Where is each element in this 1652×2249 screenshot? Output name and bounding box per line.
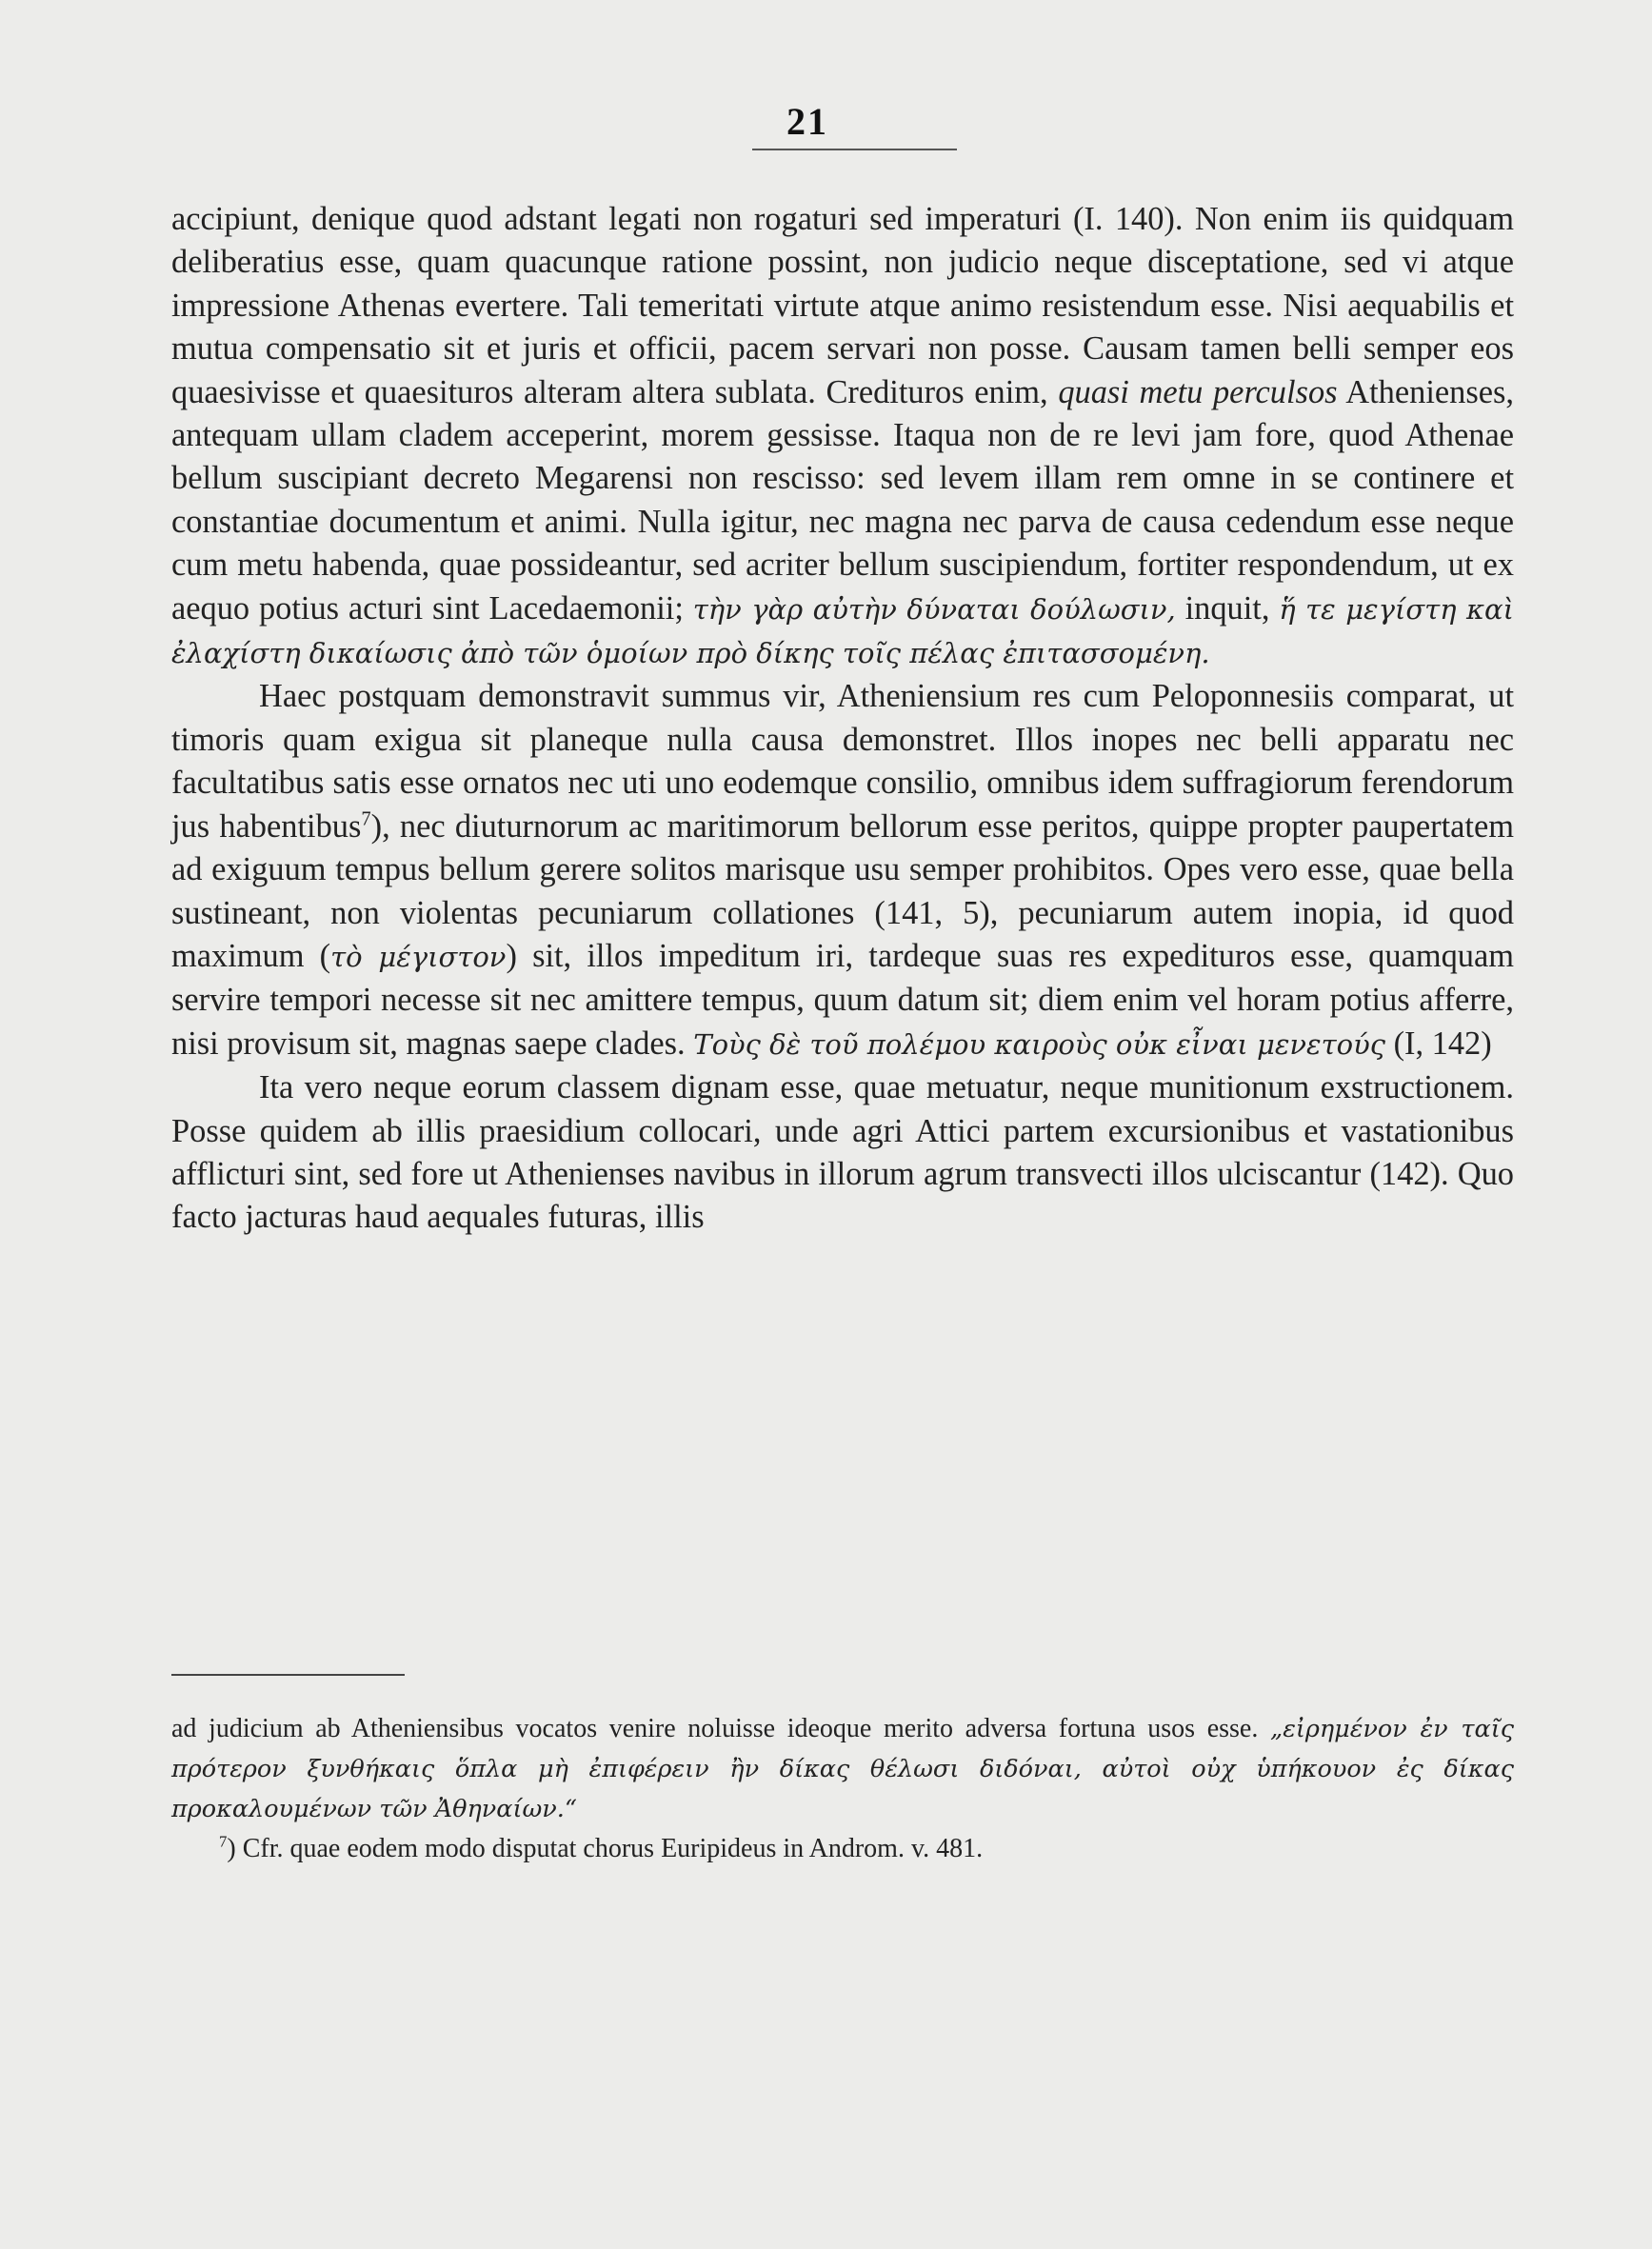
text-run: Athenienses, antequam ullam cladem acceperint, morem gessisse. Itaqua non de re levi jam fore, quod Athenae bellum suscipiant decreto Megarensi non rescisso: sed levem illam rem omne in se continere et constantiae documentum et animi. Nulla igitur, nec magna nec parva de causa cedendum esse neque cum metu habenda, quae possideantur, sed acriter bellum suscipiendum, fortiter respondendum, ut ex aequo potius acturi sint Lacedaemonii; [171,373,1514,627]
text-run: Haec postquam demonstravit summus vir, Atheniensium res cum Peloponnesiis comparat, ut timoris quam exigua sit planeque nulla causa demonstret. Illos inopes nec belli apparatu nec facultatibus satis esse ornatos nec uti uno eodemque consilio, omnibus idem suffragiorum ferendorum jus habentibus [171,678,1514,845]
paragraph-2 [171,675,1514,1066]
greek-quote: „εἰρημένον ἐν ταῖς πρότερον ξυνθήκαις ὅπλα μὴ ἐπιφέρειν ἢν δίκας θέλωσι διδόναι, αὐτοὶ οὐχ ὑπήκουον ἐς δίκας προκαλουμένων τῶν Ἀθηναίων.“ [171,1715,1515,1823]
page-number: 21 [786,100,828,143]
footnote-rule [171,1674,405,1676]
italic-phrase: quasi metu perculsos [1058,373,1338,410]
main-text [171,198,1514,1240]
greek-quote: τὴν γὰρ αὐτὴν δύναται δούλωσιν, [692,592,1176,626]
paragraph-3 [171,1066,1514,1240]
text-run: (I, 142) [1393,1025,1492,1062]
text-run: ) sit, illos impeditum iri, tardeque suas res expedituros esse, quamquam servire tempori necesse sit nec amittere tempus, quum datum sit; diem enim vel horam potius afferre, nisi provisum sit, magnas saepe clades. [171,937,1514,1062]
text-run: Ita vero neque eorum classem dignam esse, quae metuatur, neque munitionum exstructionem. Posse quidem ab illis praesidium collocari, unde agri Attici partem excursionibus et vastationibus afflicturi sint, sed fore ut Athenienses navibus in illorum agrum transvecti illos ulciscantur (142). Quo facto jacturas haud aequales futuras, illis [171,1069,1514,1236]
greek-quote: τὸ μέγιστον [330,940,507,973]
paragraph-1 [171,198,1514,675]
text-run: accipiunt, denique quod adstant legati non rogaturi sed imperaturi (I. 140). Non enim iis quidquam deliberatius esse, quam quacunque ratione possint, non judicio neque disceptatione, sed vi atque impressione Athenas evertere. Tali temeritati virtute atque animo resistendum esse. Nisi aequabilis et mutua compensatio sit et juris et officii, pacem servari non posse. Causam tamen belli semper eos quaesivisse et quaesituros alteram altera sublata. Credituros enim, [171,201,1514,410]
header-rule [752,149,957,150]
footnote-ref: 7 [361,808,371,830]
text-run: ), nec diuturnorum ac maritimorum bellorum esse peritos, quippe propter paupertatem ad exiguum tempus bellum gerere solitos marisque usu semper prohibitos. Opes vero esse, quae bella sustineant, non violentas pecuniarum collationes (141, 5), pecuniarum autem inopia, id quod maximum ( [171,807,1514,974]
greek-quote: ἥ τε μεγίστη καὶ ἐλαχίστη δικαίωσις ἀπὸ τῶν ὁμοίων πρὸ δίκης τοῖς πέλας ἐπιτασσομένη. [171,592,1514,670]
footnote-marker: 7 [219,1832,228,1851]
footnote-text: ad judicium ab Atheniensibus vocatos venire noluisse ideoque merito adversa fortuna usos esse. [171,1714,1259,1743]
footnote-continuation [171,1709,1514,1829]
footnote-text: ) Cfr. quae eodem modo disputat chorus Euripideus in Androm. v. 481. [227,1834,984,1863]
footnote-7 [171,1829,1514,1869]
footnotes [171,1709,1514,1869]
text-run: inquit, [1184,589,1270,627]
greek-quote: Τοὺς δὲ τοῦ πολέμου καιροὺς οὐκ εἶναι μενετούς [693,1027,1385,1061]
